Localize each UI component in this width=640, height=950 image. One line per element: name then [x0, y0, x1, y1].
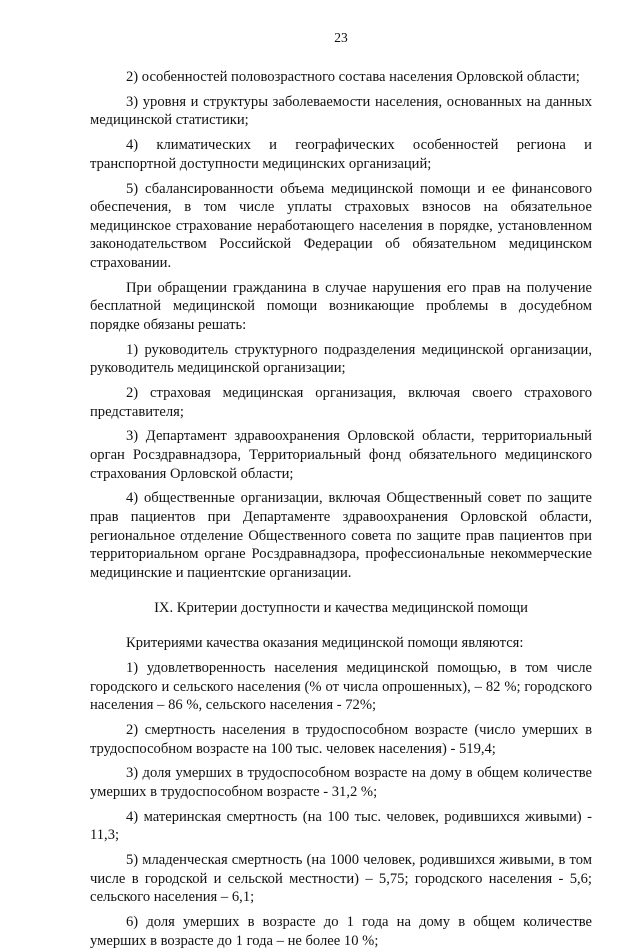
paragraph-criterion-3: 3) доля умерших в трудоспособном возрасте на дому в общем количестве умерших в трудоспособном возрасте - 31,2 %; — [90, 765, 592, 801]
paragraph-resolver-2: 2) страховая медицинская организация, включая своего страхового представителя; — [90, 385, 592, 420]
paragraph-criterion-2: 2) смертность населения в трудоспособном возрасте (число умерших в трудоспособном возрасте на 100 тыс. человек населения) - 519,4; — [90, 722, 592, 757]
paragraph-citizen-appeal: При обращении гражданина в случае нарушения его прав на получение бесплатной медицинской помощи возникающие проблемы в досудебном порядке обязаны решать: — [90, 279, 592, 333]
paragraph-resolver-3: 3) Департамент здравоохранения Орловской области, территориальный орган Росздравнадзора, Территориальный фонд обязательного медицинского страхования Орловской области; — [90, 428, 592, 482]
document-body — [90, 68, 592, 950]
page-number: 23 — [334, 30, 348, 45]
paragraph-item-3-morbidity: 3) уровня и структуры заболеваемости населения, основанных на данных медицинской статистики; — [90, 93, 592, 129]
paragraph-criterion-6: 6) доля умерших в возрасте до 1 года на дому в общем количестве умерших в возрасте до 1 года – не более 10 %; — [90, 914, 592, 949]
paragraph-criteria-intro: Критериями качества оказания медицинской помощи являются: — [126, 635, 524, 652]
paragraph-item-5-financing: 5) сбалансированности объема медицинской помощи и ее финансового обеспечения, в том числе уплаты страховых взносов на обязательное медицинское страхование неработающего населения в порядке, установленном законодательством Российской Федерации об обязательном медицинском страховании. — [90, 180, 592, 271]
paragraph-criterion-5: 5) младенческая смертность (на 1000 человек, родившихся живыми, в том числе в городской и сельской местности) – 5,75; городского населения - 5,6; сельского населения – 6,1; — [90, 852, 592, 906]
section-heading: IX. Критерии доступности и качества медицинской помощи — [154, 600, 528, 617]
paragraph-criterion-1: 1) удовлетворенность населения медицинской помощью, в том числе городского и сельского населения (% от числа опрошенных), – 82 %; городского населения – 86 %, сельского населения - 72%; — [90, 660, 592, 714]
paragraph-resolver-4: 4) общественные организации, включая Общественный совет по защите прав пациентов при Департаменте здравоохранения Орловской области, региональное отделение Общественного совета по защите прав пациентов при территориальном органе Росздравнадзора, профессиональные некоммерческие медицинские и пациентские организации. — [90, 490, 592, 581]
paragraph-item-2-demographics: 2) особенностей половозрастного состава населения Орловской области; — [126, 69, 580, 85]
paragraph-item-4-climate: 4) климатических и географических особенностей региона и транспортной доступности медицинских организаций; — [90, 137, 592, 172]
paragraph-resolver-1: 1) руководитель структурного подразделения медицинской организации, руководитель медицинской организации; — [90, 341, 592, 377]
paragraph-criterion-4: 4) материнская смертность (на 100 тыс. человек, родившихся живыми) - 11,3; — [90, 808, 592, 844]
